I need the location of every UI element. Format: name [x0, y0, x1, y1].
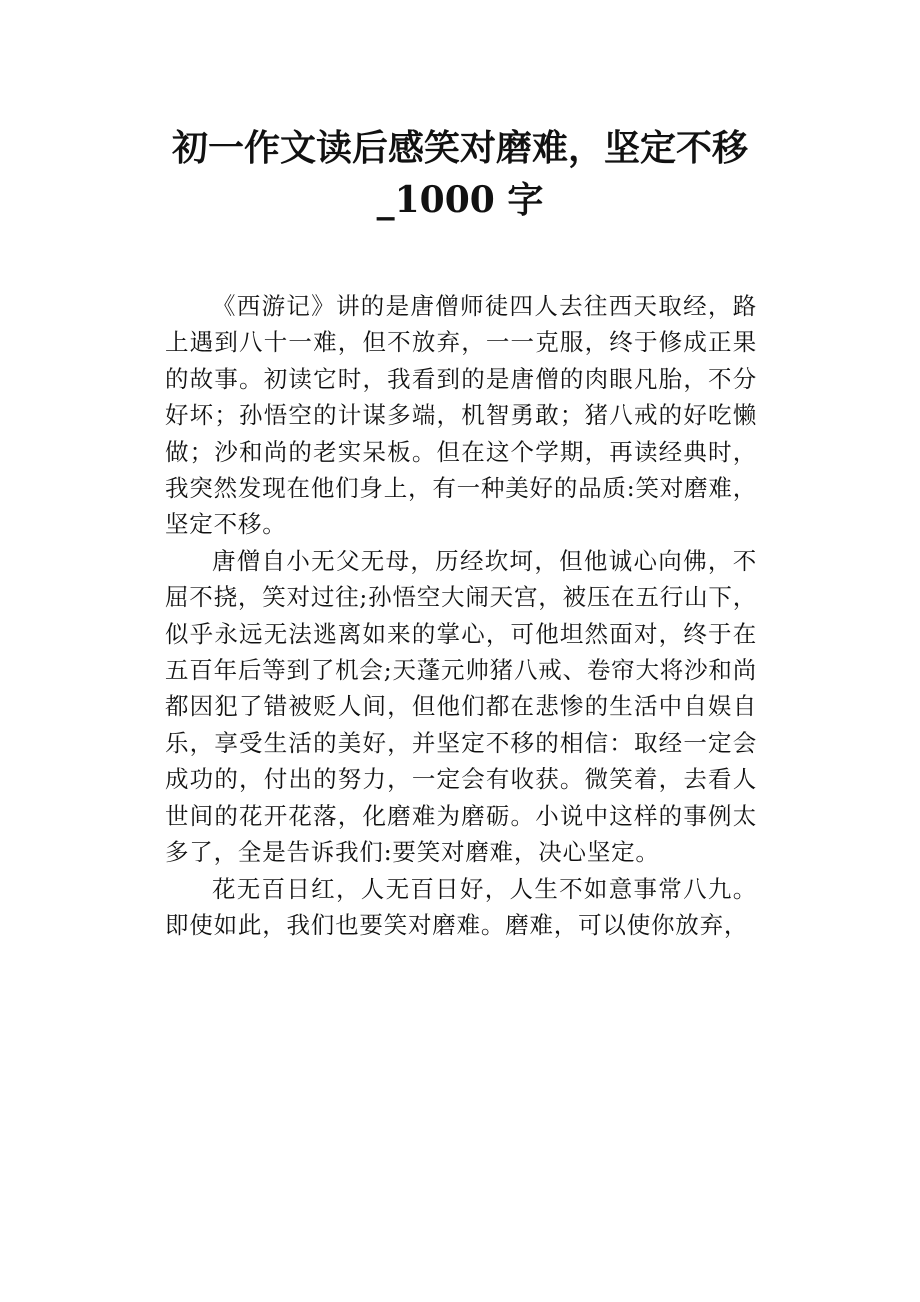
document-title [150, 122, 770, 226]
document-body [165, 288, 757, 943]
paragraph-2: 唐僧自小无父无母，历经坎坷，但他诚心向佛，不屈不挠，笑对过往;孙悟空大闹天宫，被压在五行山下，似乎永远无法逃离如来的掌心，可他坦然面对，终于在五百年后等到了机会;天蓬元帅猪八戒、卷帘大将沙和尚都因犯了错被贬人间，但他们都在悲惨的生活中自娱自乐，享受生活的美好，并坚定不移的相信：取经一定会成功的，付出的努力，一定会有收获。微笑着，去看人世间的花开花落，化磨难为磨砺。小说中这样的事例太多了，全是告诉我们:要笑对磨难，决心坚定。 [165, 546, 757, 867]
title-line-2: _1000 字 [376, 179, 544, 221]
title-line-1: 初一作文读后感笑对磨难，坚定不移 [171, 127, 748, 169]
paragraph-1: 《西游记》讲的是唐僧师徒四人去往西天取经，路上遇到八十一难，但不放弃，一一克服，终于修成正果的故事。初读它时，我看到的是唐僧的肉眼凡胎，不分好坏；孙悟空的计谋多端，机智勇敢；猪八戒的好吃懒做；沙和尚的老实呆板。但在这个学期，再读经典时，我突然发现在他们身上，有一种美好的品质:笑对磨难，坚定不移。 [165, 292, 757, 539]
paragraph-3: 花无百日红，人无百日好，人生不如意事常八九。即使如此，我们也要笑对磨难。磨难，可以使你放弃， [165, 874, 757, 939]
